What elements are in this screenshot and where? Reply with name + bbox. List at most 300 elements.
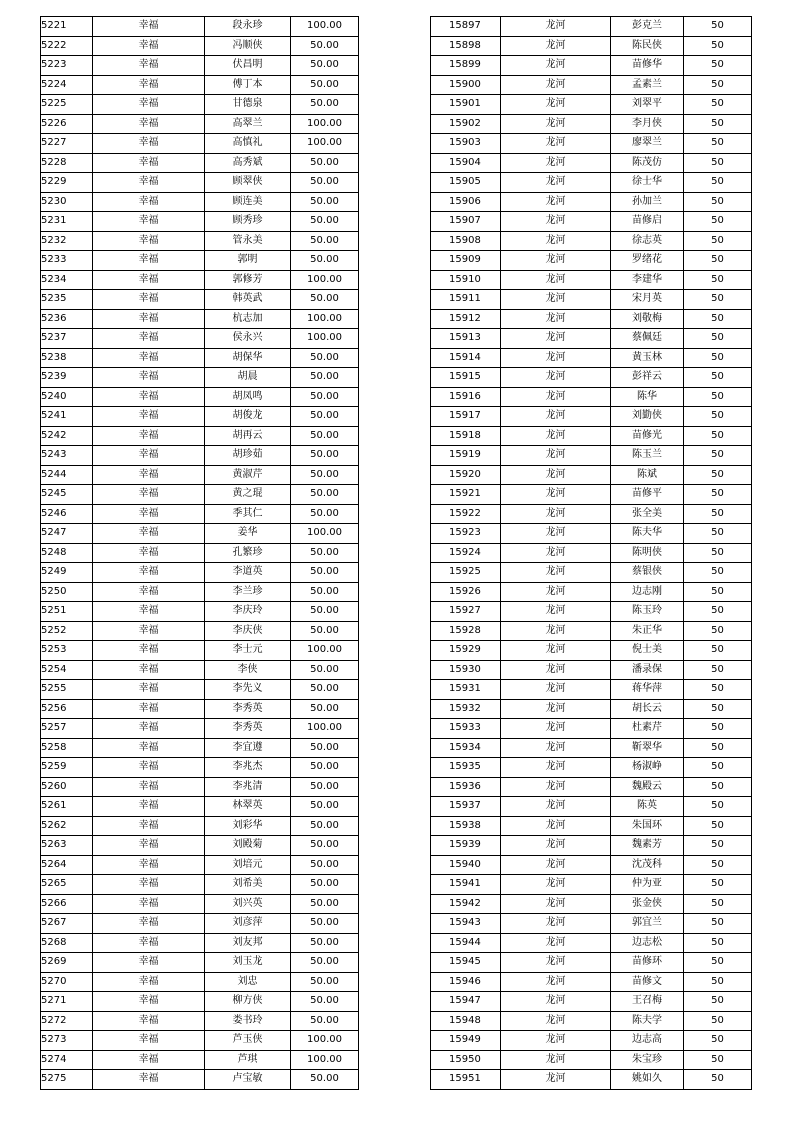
row-id-cell: 15902 xyxy=(431,114,501,134)
name-cell: 张金侠 xyxy=(611,894,684,914)
town-cell: 龙河 xyxy=(501,758,611,778)
table-row xyxy=(431,933,752,953)
table-row xyxy=(431,290,752,310)
town-cell: 龙河 xyxy=(501,485,611,505)
name-cell: 胡珍茹 xyxy=(205,446,291,466)
table-row xyxy=(41,582,359,602)
amount-cell: 50 xyxy=(684,563,752,583)
name-cell: 倪士美 xyxy=(611,641,684,661)
table-row xyxy=(431,563,752,583)
table-row xyxy=(41,212,359,232)
row-id-cell: 15947 xyxy=(431,992,501,1012)
table-row xyxy=(431,407,752,427)
amount-cell: 50.00 xyxy=(291,875,359,895)
name-cell: 刘友邦 xyxy=(205,933,291,953)
name-cell: 李先义 xyxy=(205,680,291,700)
amount-cell: 50 xyxy=(684,836,752,856)
name-cell: 胡俊龙 xyxy=(205,407,291,427)
town-cell: 幸福 xyxy=(93,875,205,895)
amount-cell: 50 xyxy=(684,875,752,895)
amount-cell: 50 xyxy=(684,504,752,524)
row-id-cell: 15945 xyxy=(431,953,501,973)
row-id-cell: 5238 xyxy=(41,348,93,368)
name-cell: 甘德泉 xyxy=(205,95,291,115)
row-id-cell: 5258 xyxy=(41,738,93,758)
amount-cell: 50 xyxy=(684,290,752,310)
table-row xyxy=(41,387,359,407)
amount-cell: 100.00 xyxy=(291,134,359,154)
amount-cell: 50.00 xyxy=(291,75,359,95)
table-row xyxy=(41,270,359,290)
town-cell: 龙河 xyxy=(501,36,611,56)
name-cell: 靳翠华 xyxy=(611,738,684,758)
town-cell: 龙河 xyxy=(501,738,611,758)
name-cell: 顾翠侠 xyxy=(205,173,291,193)
row-id-cell: 15898 xyxy=(431,36,501,56)
town-cell: 龙河 xyxy=(501,56,611,76)
amount-cell: 50.00 xyxy=(291,290,359,310)
table-row xyxy=(41,699,359,719)
town-cell: 龙河 xyxy=(501,953,611,973)
table-row xyxy=(41,368,359,388)
amount-cell: 50.00 xyxy=(291,582,359,602)
table-row xyxy=(431,972,752,992)
row-id-cell: 15906 xyxy=(431,192,501,212)
row-id-cell: 5254 xyxy=(41,660,93,680)
town-cell: 龙河 xyxy=(501,836,611,856)
amount-cell: 50.00 xyxy=(291,953,359,973)
row-id-cell: 15937 xyxy=(431,797,501,817)
row-id-cell: 15916 xyxy=(431,387,501,407)
row-id-cell: 15924 xyxy=(431,543,501,563)
town-cell: 龙河 xyxy=(501,407,611,427)
amount-cell: 50 xyxy=(684,95,752,115)
name-cell: 李庆玲 xyxy=(205,602,291,622)
amount-cell: 50 xyxy=(684,738,752,758)
amount-cell: 50.00 xyxy=(291,797,359,817)
town-cell: 龙河 xyxy=(501,582,611,602)
amount-cell: 50 xyxy=(684,387,752,407)
name-cell: 胡保华 xyxy=(205,348,291,368)
amount-cell: 100.00 xyxy=(291,114,359,134)
table-row xyxy=(41,309,359,329)
town-cell: 龙河 xyxy=(501,641,611,661)
amount-cell: 50 xyxy=(684,270,752,290)
name-cell: 陈明侠 xyxy=(611,543,684,563)
name-cell: 顾秀珍 xyxy=(205,212,291,232)
town-cell: 龙河 xyxy=(501,114,611,134)
amount-cell: 100.00 xyxy=(291,270,359,290)
row-id-cell: 5247 xyxy=(41,524,93,544)
town-cell: 幸福 xyxy=(93,387,205,407)
name-cell: 刘彦萍 xyxy=(205,914,291,934)
name-cell: 张全美 xyxy=(611,504,684,524)
town-cell: 幸福 xyxy=(93,738,205,758)
row-id-cell: 15929 xyxy=(431,641,501,661)
amount-cell: 50 xyxy=(684,36,752,56)
amount-cell: 50.00 xyxy=(291,563,359,583)
table-row xyxy=(41,329,359,349)
town-cell: 幸福 xyxy=(93,1031,205,1051)
name-cell: 卢宝敏 xyxy=(205,1070,291,1090)
table-row xyxy=(431,36,752,56)
row-id-cell: 5240 xyxy=(41,387,93,407)
row-id-cell: 5225 xyxy=(41,95,93,115)
name-cell: 苗修启 xyxy=(611,212,684,232)
town-cell: 龙河 xyxy=(501,894,611,914)
amount-cell: 50.00 xyxy=(291,992,359,1012)
amount-cell: 50.00 xyxy=(291,602,359,622)
row-id-cell: 15927 xyxy=(431,602,501,622)
amount-cell: 50.00 xyxy=(291,1070,359,1090)
town-cell: 幸福 xyxy=(93,563,205,583)
amount-cell: 50 xyxy=(684,485,752,505)
table-row xyxy=(41,660,359,680)
name-cell: 魏殿云 xyxy=(611,777,684,797)
name-cell: 冯顺侠 xyxy=(205,36,291,56)
row-id-cell: 15942 xyxy=(431,894,501,914)
table-row xyxy=(41,504,359,524)
name-cell: 胡晨 xyxy=(205,368,291,388)
town-cell: 龙河 xyxy=(501,1011,611,1031)
table-row xyxy=(41,1011,359,1031)
town-cell: 幸福 xyxy=(93,173,205,193)
row-id-cell: 5269 xyxy=(41,953,93,973)
name-cell: 李兰珍 xyxy=(205,582,291,602)
row-id-cell: 5228 xyxy=(41,153,93,173)
row-id-cell: 5260 xyxy=(41,777,93,797)
row-id-cell: 5235 xyxy=(41,290,93,310)
table-row xyxy=(431,75,752,95)
amount-cell: 100.00 xyxy=(291,309,359,329)
table-row xyxy=(431,1070,752,1090)
town-cell: 幸福 xyxy=(93,602,205,622)
table-row xyxy=(431,251,752,271)
table-row xyxy=(41,777,359,797)
town-cell: 幸福 xyxy=(93,894,205,914)
table-row xyxy=(431,524,752,544)
row-id-cell: 15943 xyxy=(431,914,501,934)
amount-cell: 50 xyxy=(684,173,752,193)
row-id-cell: 5232 xyxy=(41,231,93,251)
row-id-cell: 15944 xyxy=(431,933,501,953)
town-cell: 幸福 xyxy=(93,485,205,505)
row-id-cell: 15914 xyxy=(431,348,501,368)
town-cell: 幸福 xyxy=(93,348,205,368)
town-cell: 幸福 xyxy=(93,1050,205,1070)
name-cell: 陈民侠 xyxy=(611,36,684,56)
table-row xyxy=(41,95,359,115)
amount-cell: 100.00 xyxy=(291,1050,359,1070)
town-cell: 幸福 xyxy=(93,524,205,544)
table-row xyxy=(431,621,752,641)
town-cell: 幸福 xyxy=(93,290,205,310)
amount-cell: 50.00 xyxy=(291,836,359,856)
row-id-cell: 5267 xyxy=(41,914,93,934)
table-row xyxy=(41,933,359,953)
row-id-cell: 15940 xyxy=(431,855,501,875)
name-cell: 李道英 xyxy=(205,563,291,583)
amount-cell: 50 xyxy=(684,953,752,973)
name-cell: 蔡佩廷 xyxy=(611,329,684,349)
amount-cell: 50 xyxy=(684,699,752,719)
table-row xyxy=(431,348,752,368)
table-row xyxy=(41,602,359,622)
row-id-cell: 5239 xyxy=(41,368,93,388)
table-row xyxy=(431,699,752,719)
town-cell: 幸福 xyxy=(93,719,205,739)
table-row xyxy=(41,953,359,973)
name-cell: 黄之琨 xyxy=(205,485,291,505)
table-row xyxy=(431,114,752,134)
amount-cell: 50.00 xyxy=(291,621,359,641)
row-id-cell: 15936 xyxy=(431,777,501,797)
table-row xyxy=(431,309,752,329)
name-cell: 王召梅 xyxy=(611,992,684,1012)
amount-cell: 50 xyxy=(684,680,752,700)
row-id-cell: 15928 xyxy=(431,621,501,641)
name-cell: 孟素兰 xyxy=(611,75,684,95)
town-cell: 龙河 xyxy=(501,290,611,310)
town-cell: 龙河 xyxy=(501,543,611,563)
town-cell: 幸福 xyxy=(93,1070,205,1090)
row-id-cell: 5233 xyxy=(41,251,93,271)
right-roster-table xyxy=(430,16,752,1090)
table-row xyxy=(431,446,752,466)
row-id-cell: 15912 xyxy=(431,309,501,329)
name-cell: 胡长云 xyxy=(611,699,684,719)
amount-cell: 50 xyxy=(684,329,752,349)
table-row xyxy=(431,368,752,388)
row-id-cell: 15909 xyxy=(431,251,501,271)
name-cell: 刘希美 xyxy=(205,875,291,895)
town-cell: 龙河 xyxy=(501,602,611,622)
town-cell: 幸福 xyxy=(93,134,205,154)
row-id-cell: 5221 xyxy=(41,17,93,37)
table-row xyxy=(431,17,752,37)
name-cell: 李士元 xyxy=(205,641,291,661)
amount-cell: 50.00 xyxy=(291,914,359,934)
row-id-cell: 15930 xyxy=(431,660,501,680)
town-cell: 幸福 xyxy=(93,660,205,680)
row-id-cell: 5263 xyxy=(41,836,93,856)
town-cell: 幸福 xyxy=(93,797,205,817)
name-cell: 杨淑峥 xyxy=(611,758,684,778)
amount-cell: 50.00 xyxy=(291,56,359,76)
row-id-cell: 5237 xyxy=(41,329,93,349)
table-row xyxy=(431,56,752,76)
row-id-cell: 5262 xyxy=(41,816,93,836)
name-cell: 刘敬梅 xyxy=(611,309,684,329)
town-cell: 幸福 xyxy=(93,56,205,76)
name-cell: 刘忠 xyxy=(205,972,291,992)
table-row xyxy=(431,212,752,232)
name-cell: 苗修平 xyxy=(611,485,684,505)
row-id-cell: 5236 xyxy=(41,309,93,329)
name-cell: 李兆清 xyxy=(205,777,291,797)
table-row xyxy=(431,641,752,661)
row-id-cell: 5224 xyxy=(41,75,93,95)
row-id-cell: 5234 xyxy=(41,270,93,290)
name-cell: 陈夫学 xyxy=(611,1011,684,1031)
town-cell: 幸福 xyxy=(93,75,205,95)
amount-cell: 50.00 xyxy=(291,348,359,368)
left-roster-body xyxy=(41,17,359,1090)
town-cell: 幸福 xyxy=(93,251,205,271)
table-row xyxy=(41,836,359,856)
row-id-cell: 5222 xyxy=(41,36,93,56)
table-row xyxy=(431,543,752,563)
town-cell: 龙河 xyxy=(501,465,611,485)
row-id-cell: 5253 xyxy=(41,641,93,661)
town-cell: 龙河 xyxy=(501,933,611,953)
town-cell: 幸福 xyxy=(93,114,205,134)
table-row xyxy=(431,465,752,485)
town-cell: 龙河 xyxy=(501,816,611,836)
name-cell: 韩英武 xyxy=(205,290,291,310)
table-row xyxy=(431,777,752,797)
row-id-cell: 5229 xyxy=(41,173,93,193)
name-cell: 边志松 xyxy=(611,933,684,953)
name-cell: 林翠英 xyxy=(205,797,291,817)
town-cell: 龙河 xyxy=(501,563,611,583)
table-row xyxy=(41,1070,359,1090)
row-id-cell: 15935 xyxy=(431,758,501,778)
table-row xyxy=(41,855,359,875)
amount-cell: 50 xyxy=(684,777,752,797)
row-id-cell: 5244 xyxy=(41,465,93,485)
amount-cell: 50.00 xyxy=(291,738,359,758)
town-cell: 龙河 xyxy=(501,173,611,193)
name-cell: 黄淑芹 xyxy=(205,465,291,485)
town-cell: 龙河 xyxy=(501,797,611,817)
name-cell: 朱宝珍 xyxy=(611,1050,684,1070)
table-row xyxy=(41,251,359,271)
table-row xyxy=(431,738,752,758)
town-cell: 幸福 xyxy=(93,816,205,836)
row-id-cell: 5264 xyxy=(41,855,93,875)
town-cell: 龙河 xyxy=(501,446,611,466)
row-id-cell: 15934 xyxy=(431,738,501,758)
name-cell: 娄书玲 xyxy=(205,1011,291,1031)
table-row xyxy=(431,134,752,154)
row-id-cell: 5243 xyxy=(41,446,93,466)
amount-cell: 50.00 xyxy=(291,543,359,563)
name-cell: 姜华 xyxy=(205,524,291,544)
table-row xyxy=(431,1011,752,1031)
name-cell: 沈茂科 xyxy=(611,855,684,875)
table-row xyxy=(431,953,752,973)
table-row xyxy=(431,426,752,446)
town-cell: 幸福 xyxy=(93,17,205,37)
row-id-cell: 5255 xyxy=(41,680,93,700)
name-cell: 宋月英 xyxy=(611,290,684,310)
name-cell: 刘彩华 xyxy=(205,816,291,836)
town-cell: 龙河 xyxy=(501,621,611,641)
town-cell: 龙河 xyxy=(501,192,611,212)
table-row xyxy=(431,173,752,193)
table-row xyxy=(431,894,752,914)
table-row xyxy=(41,192,359,212)
amount-cell: 50 xyxy=(684,758,752,778)
table-row xyxy=(431,485,752,505)
table-row xyxy=(41,621,359,641)
amount-cell: 50 xyxy=(684,114,752,134)
amount-cell: 50 xyxy=(684,1050,752,1070)
name-cell: 黄玉林 xyxy=(611,348,684,368)
town-cell: 龙河 xyxy=(501,368,611,388)
row-id-cell: 15923 xyxy=(431,524,501,544)
name-cell: 陈夫华 xyxy=(611,524,684,544)
name-cell: 李秀英 xyxy=(205,719,291,739)
row-id-cell: 15915 xyxy=(431,368,501,388)
town-cell: 龙河 xyxy=(501,992,611,1012)
town-cell: 幸福 xyxy=(93,231,205,251)
table-row xyxy=(41,426,359,446)
amount-cell: 50 xyxy=(684,134,752,154)
amount-cell: 50.00 xyxy=(291,368,359,388)
name-cell: 季其仁 xyxy=(205,504,291,524)
row-id-cell: 15926 xyxy=(431,582,501,602)
name-cell: 潘录保 xyxy=(611,660,684,680)
amount-cell: 50 xyxy=(684,17,752,37)
table-row xyxy=(41,290,359,310)
name-cell: 刘殿菊 xyxy=(205,836,291,856)
table-row xyxy=(41,17,359,37)
amount-cell: 50 xyxy=(684,192,752,212)
table-row xyxy=(431,660,752,680)
name-cell: 胡凤鸣 xyxy=(205,387,291,407)
amount-cell: 50 xyxy=(684,407,752,427)
name-cell: 苗修光 xyxy=(611,426,684,446)
table-row xyxy=(41,134,359,154)
town-cell: 幸福 xyxy=(93,621,205,641)
town-cell: 幸福 xyxy=(93,992,205,1012)
name-cell: 杜素芹 xyxy=(611,719,684,739)
amount-cell: 50.00 xyxy=(291,855,359,875)
name-cell: 彭祥云 xyxy=(611,368,684,388)
table-row xyxy=(41,738,359,758)
amount-cell: 50 xyxy=(684,914,752,934)
table-row xyxy=(41,719,359,739)
amount-cell: 50 xyxy=(684,602,752,622)
name-cell: 苗修环 xyxy=(611,953,684,973)
table-row xyxy=(41,465,359,485)
row-id-cell: 5248 xyxy=(41,543,93,563)
amount-cell: 50 xyxy=(684,621,752,641)
row-id-cell: 5252 xyxy=(41,621,93,641)
table-row xyxy=(431,95,752,115)
name-cell: 仲为亚 xyxy=(611,875,684,895)
town-cell: 幸福 xyxy=(93,953,205,973)
amount-cell: 50.00 xyxy=(291,504,359,524)
name-cell: 刘兴英 xyxy=(205,894,291,914)
name-cell: 李宜遵 xyxy=(205,738,291,758)
town-cell: 幸福 xyxy=(93,212,205,232)
name-cell: 芦琪 xyxy=(205,1050,291,1070)
amount-cell: 50.00 xyxy=(291,212,359,232)
row-id-cell: 15951 xyxy=(431,1070,501,1090)
row-id-cell: 5273 xyxy=(41,1031,93,1051)
name-cell: 顾连美 xyxy=(205,192,291,212)
amount-cell: 50 xyxy=(684,660,752,680)
name-cell: 彭克兰 xyxy=(611,17,684,37)
town-cell: 幸福 xyxy=(93,1011,205,1031)
town-cell: 龙河 xyxy=(501,329,611,349)
row-id-cell: 5231 xyxy=(41,212,93,232)
name-cell: 孔繁珍 xyxy=(205,543,291,563)
table-row xyxy=(41,914,359,934)
